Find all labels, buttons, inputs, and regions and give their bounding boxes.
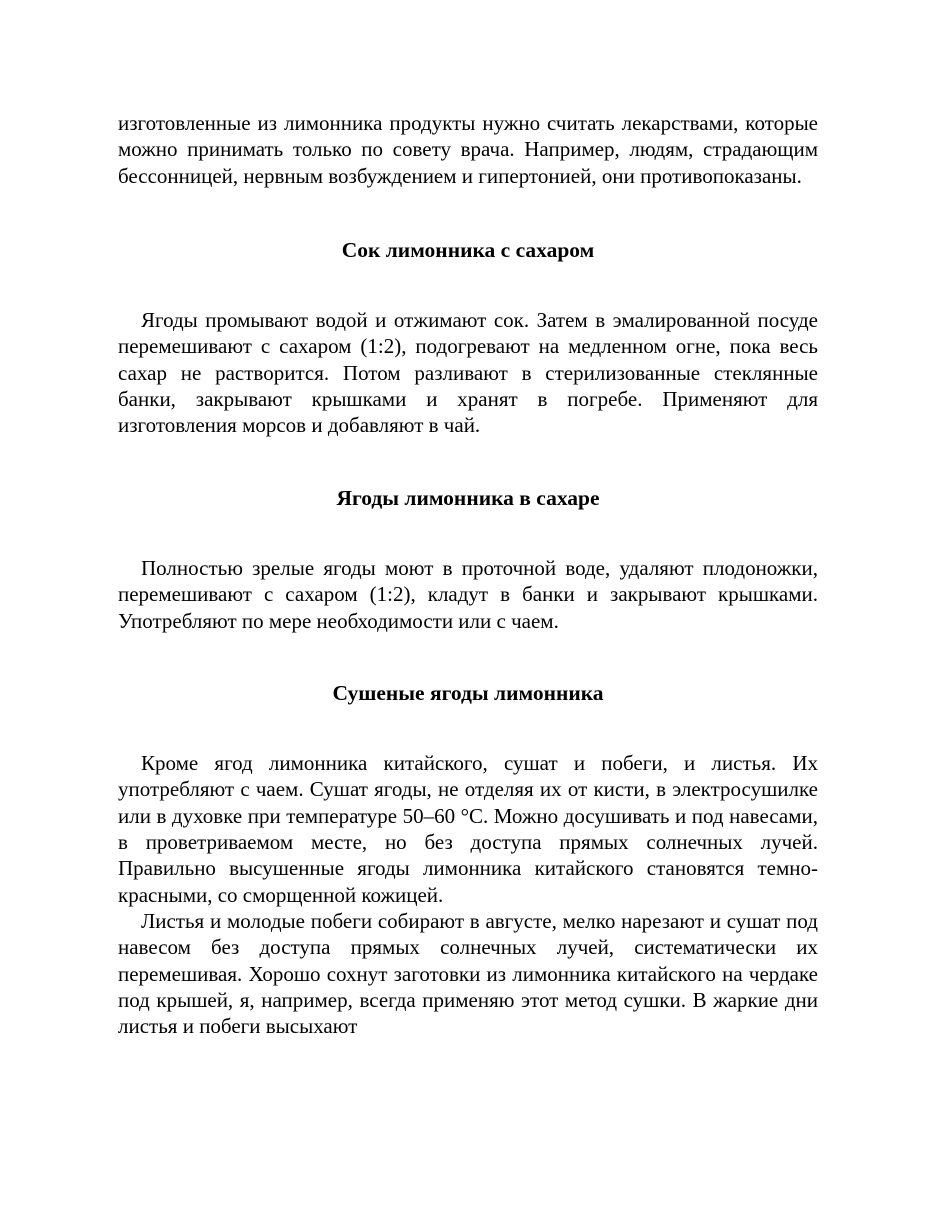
section-dried-berries-paragraph-1: Кроме ягод лимонника китайского, сушат и побеги, и листья. Их употребляют с чаем. Сушат ягоды, не отделяя их от кисти, в электросушилке или в духовке при температуре 50–60 °С. Можно досушивать и под навесами, в проветриваемом месте, но без доступа прямых солнечных лучей. Правильно высушенные ягоды лимонника китайского становятся темно-красными, со сморщенной кожицей. bbox=[118, 751, 818, 907]
intro-paragraph: изготовленные из лимонника продукты нужно считать лекарствами, которые можно принимать только по совету врача. Например, людям, страдающим бессонницей, нервным возбуждением и гипертонией, они противопоказаны. bbox=[118, 111, 818, 188]
section-berries-in-sugar-paragraph: Полностью зрелые ягоды моют в проточной воде, удаляют плодоножки, перемешивают с сахаром (1:2), кладут в банки и закрывают крышками. Употребляют по мере необходимости или с чаем. bbox=[118, 555, 818, 633]
section-heading-juice: Сок лимонника с сахаром bbox=[341, 237, 595, 262]
section-heading-dried-berries: Сушеные ягоды лимонника bbox=[332, 680, 604, 705]
section-juice-paragraph: Ягоды промывают водой и отжимают сок. Затем в эмалированной посуде перемешивают с сахаром (1:2), подогревают на медленном огне, пока весь сахар не растворится. Потом разливают в стерилизованные стеклянные банки, закрывают крышками и хранят в погребе. Применяют для изготовления морсов и добавляют в чай. bbox=[118, 308, 818, 438]
document-page bbox=[118, 110, 818, 1039]
section-heading-berries-in-sugar: Ягоды лимонника в сахаре bbox=[336, 485, 600, 510]
section-dried-berries-paragraph-2: Листья и молодые побеги собирают в августе, мелко нарезают и сушат под навесом без доступа прямых солнечных лучей, систематически их перемешивая. Хорошо сохнут заготовки из лимонника китайского на чердаке под крышей, я, например, всегда применяю этот метод сушки. В жаркие дни листья и побеги высыхают bbox=[118, 908, 818, 1039]
